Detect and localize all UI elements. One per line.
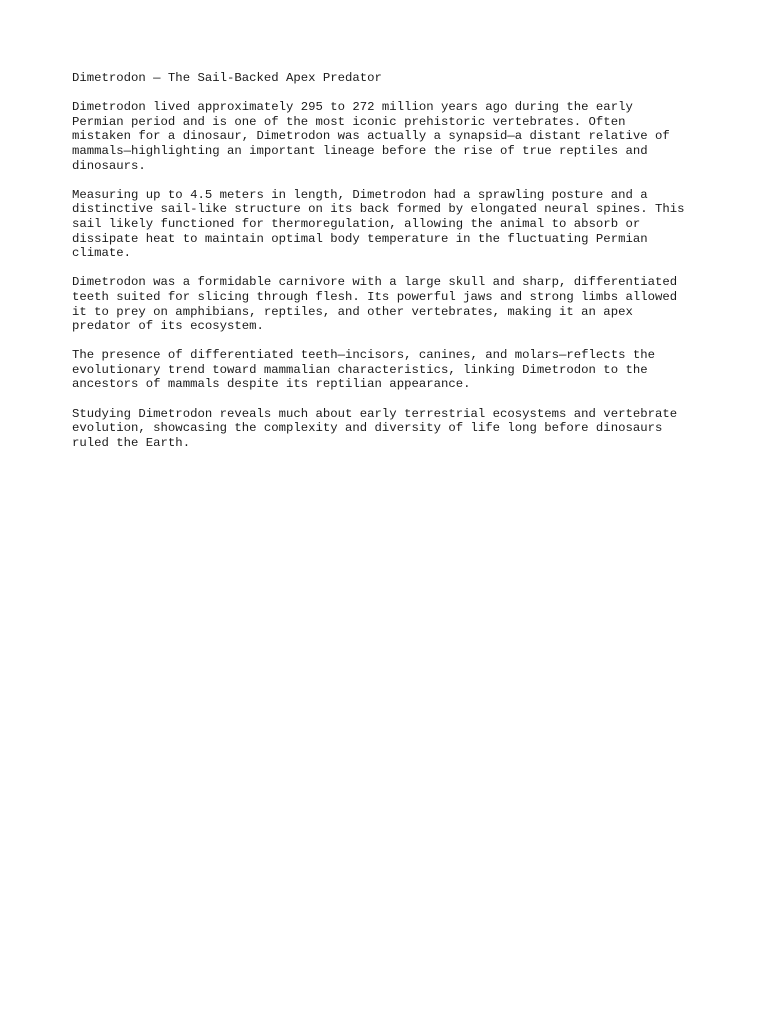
paragraph-line: evolution, showcasing the complexity and diversity of life long before dinosaurs (72, 421, 663, 436)
paragraph-5 (72, 407, 712, 451)
paragraph-line: evolutionary trend toward mammalian characteristics, linking Dimetrodon to the (72, 362, 648, 377)
paragraph-line: dinosaurs. (72, 158, 146, 173)
paragraph-line: Dimetrodon was a formidable carnivore with a large skull and sharp, differentiated (72, 275, 678, 290)
paragraph-line: Measuring up to 4.5 meters in length, Dimetrodon had a sprawling posture and a (72, 187, 648, 202)
paragraph-line: predator of its ecosystem. (72, 319, 264, 334)
paragraph-1 (72, 100, 712, 173)
paragraph-line: ruled the Earth. (72, 435, 191, 450)
paragraph-2 (72, 188, 712, 261)
paragraph-4 (72, 348, 712, 392)
paragraph-line: Studying Dimetrodon reveals much about early terrestrial ecosystems and vertebrate (72, 406, 678, 421)
paragraph-line: climate. (72, 246, 132, 261)
paragraph-line: distinctive sail-like structure on its back formed by elongated neural spines. This (72, 202, 685, 217)
paragraph-line: teeth suited for slicing through flesh. Its powerful jaws and strong limbs allowed (72, 289, 678, 304)
document-body (72, 71, 712, 465)
paragraph-line: Dimetrodon lived approximately 295 to 272 million years ago during the early (72, 100, 633, 115)
paragraph-line: dissipate heat to maintain optimal body temperature in the fluctuating Permian (72, 231, 648, 246)
paragraph-line: mistaken for a dinosaur, Dimetrodon was actually a synapsid—a distant relative of (72, 129, 670, 144)
paragraph-line: ancestors of mammals despite its reptilian appearance. (72, 377, 471, 392)
paragraph-line: Permian period and is one of the most iconic prehistoric vertebrates. Often (72, 114, 626, 129)
paragraph-line: The presence of differentiated teeth—incisors, canines, and molars—reflects the (72, 348, 655, 363)
paragraph-line: mammals—highlighting an important lineage before the rise of true reptiles and (72, 143, 648, 158)
paragraph-line: sail likely functioned for thermoregulation, allowing the animal to absorb or (72, 216, 641, 231)
paragraph-line: it to prey on amphibians, reptiles, and other vertebrates, making it an apex (72, 304, 633, 319)
paragraph-3 (72, 275, 712, 333)
document-title: Dimetrodon — The Sail-Backed Apex Predator (72, 71, 382, 85)
